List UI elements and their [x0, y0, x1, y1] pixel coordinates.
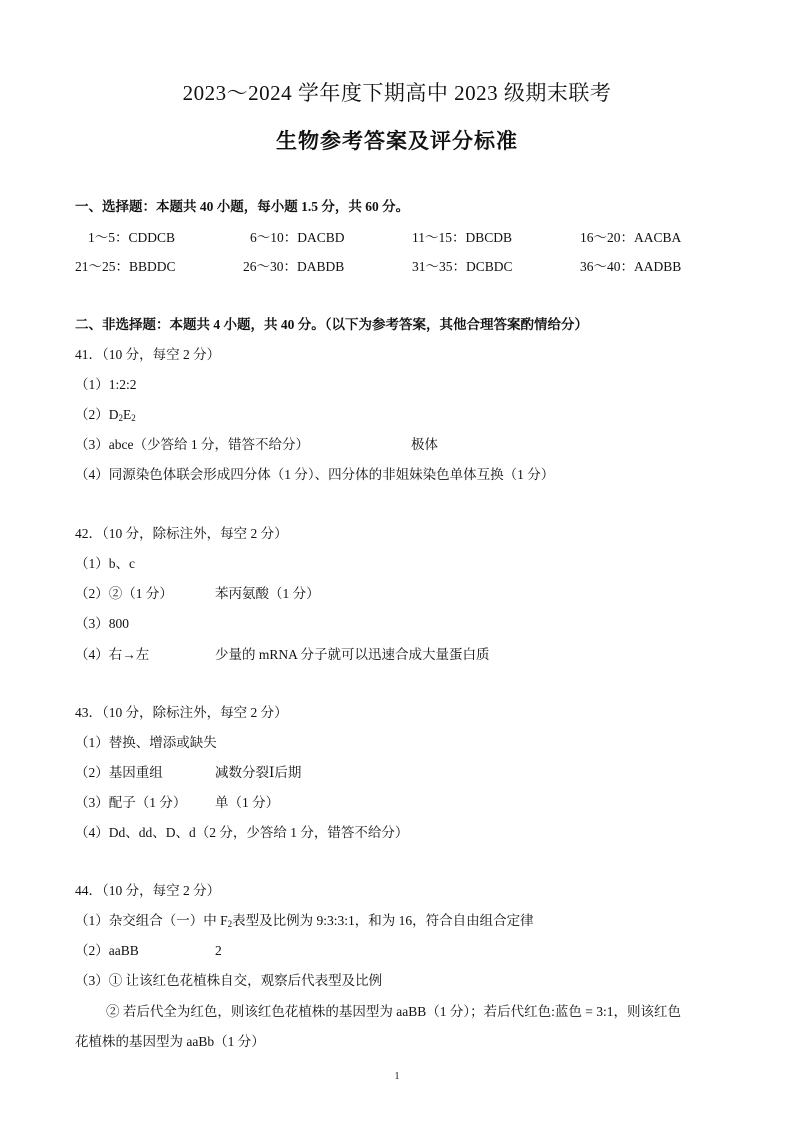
q41-answer-3: （3）abce（少答给 1 分，错答不给分）: [75, 437, 309, 452]
q43-answer-1: （1）替换、增添或缺失: [75, 735, 217, 750]
mc-answer-1-5: 1～5：CDDCB: [88, 230, 176, 245]
q42-answer-3: （3）800: [75, 616, 129, 631]
q42-answer-4: （4）右→左: [75, 647, 150, 662]
q41-answer-2: [75, 406, 136, 424]
q43-answer-4: （4）Dd、dd、D、d（2 分，少答给 1 分，错答不给分）: [75, 825, 409, 840]
mc-answer-6-10: 6～10：DACBD: [250, 230, 345, 245]
q44-answer-3-part3: 花植株的基因型为 aaBb（1 分）: [75, 1034, 265, 1049]
mc-answer-36-40: 36～40：AADBB: [580, 259, 682, 274]
q43-answer-2: （2）基因重组: [75, 765, 163, 780]
q42-header: 42．（10 分，除标注外，每空 2 分）: [75, 526, 288, 541]
mc-answer-31-35: 31～35：DCBDC: [412, 259, 513, 274]
q44-answer-2: （2）aaBB: [75, 943, 139, 958]
page-number: 1: [394, 1071, 400, 1082]
q44-answer-2-b: 2: [215, 943, 222, 958]
q44-answer-1: [75, 912, 534, 930]
section1-heading: 一、选择题：本题共 40 小题，每小题 1.5 分，共 60 分。: [75, 199, 410, 214]
page-title: 2023～2024 学年度下期高中 2023 级期末联考: [182, 81, 612, 105]
mc-answer-26-30: 26～30：DABDB: [243, 259, 345, 274]
q44-answer-3: （3）① 让该红色花植株自交，观察后代表型及比例: [75, 973, 383, 988]
q43-answer-2-b: 减数分裂Ⅰ后期: [215, 765, 302, 780]
q42-answer-2: （2）②（1 分）: [75, 586, 173, 601]
q44-answer-3-part2: ② 若后代全为红色，则该红色花植株的基因型为 aaBB（1 分）；若后代红色:蓝色 = 3:1，则该红色: [106, 1004, 681, 1019]
q41-answer-4: （4）同源染色体联会形成四分体（1 分）、四分体的非姐妹染色单体互换（1 分）: [75, 467, 555, 482]
q41-answer-2-prefix: （2）D: [75, 407, 119, 422]
q41-answer-2-mid: E: [123, 407, 132, 422]
q43-header: 43．（10 分，除标注外，每空 2 分）: [75, 705, 288, 720]
section2-heading: 二、非选择题：本题共 4 小题，共 40 分。（以下为参考答案，其他合理答案酌情给分）: [75, 317, 588, 332]
q41-answer-1: （1）1:2:2: [75, 377, 137, 392]
q43-answer-3-b: 单（1 分）: [215, 795, 280, 810]
q44-header: 44．（10 分，每空 2 分）: [75, 883, 221, 898]
mc-answer-11-15: 11～15：DBCDB: [412, 230, 513, 245]
q42-answer-4-b: 少量的 mRNA 分子就可以迅速合成大量蛋白质: [215, 647, 490, 662]
q43-answer-3: （3）配子（1 分）: [75, 795, 187, 810]
q42-answer-2-b: 苯丙氨酸（1 分）: [215, 586, 320, 601]
q44-answer-1-suffix: 表型及比例为 9:3:3:1，和为 16，符合自由组合定律: [232, 913, 534, 928]
page-subtitle: 生物参考答案及评分标准: [276, 129, 518, 153]
q42-answer-1: （1）b、c: [75, 556, 135, 571]
mc-answer-16-20: 16～20：AACBA: [580, 230, 682, 245]
q41-header: 41．（10 分，每空 2 分）: [75, 347, 221, 362]
q44-answer-1-sub: 2: [227, 919, 233, 929]
q41-answer-2-sub2: 2: [131, 413, 136, 423]
q44-answer-1-prefix: （1）杂交组合（一）中 F: [75, 913, 228, 928]
q41-answer-2-sub1: 2: [118, 413, 123, 423]
mc-answer-21-25: 21～25：BBDDC: [75, 259, 176, 274]
q41-answer-3-b: 极体: [411, 437, 438, 452]
